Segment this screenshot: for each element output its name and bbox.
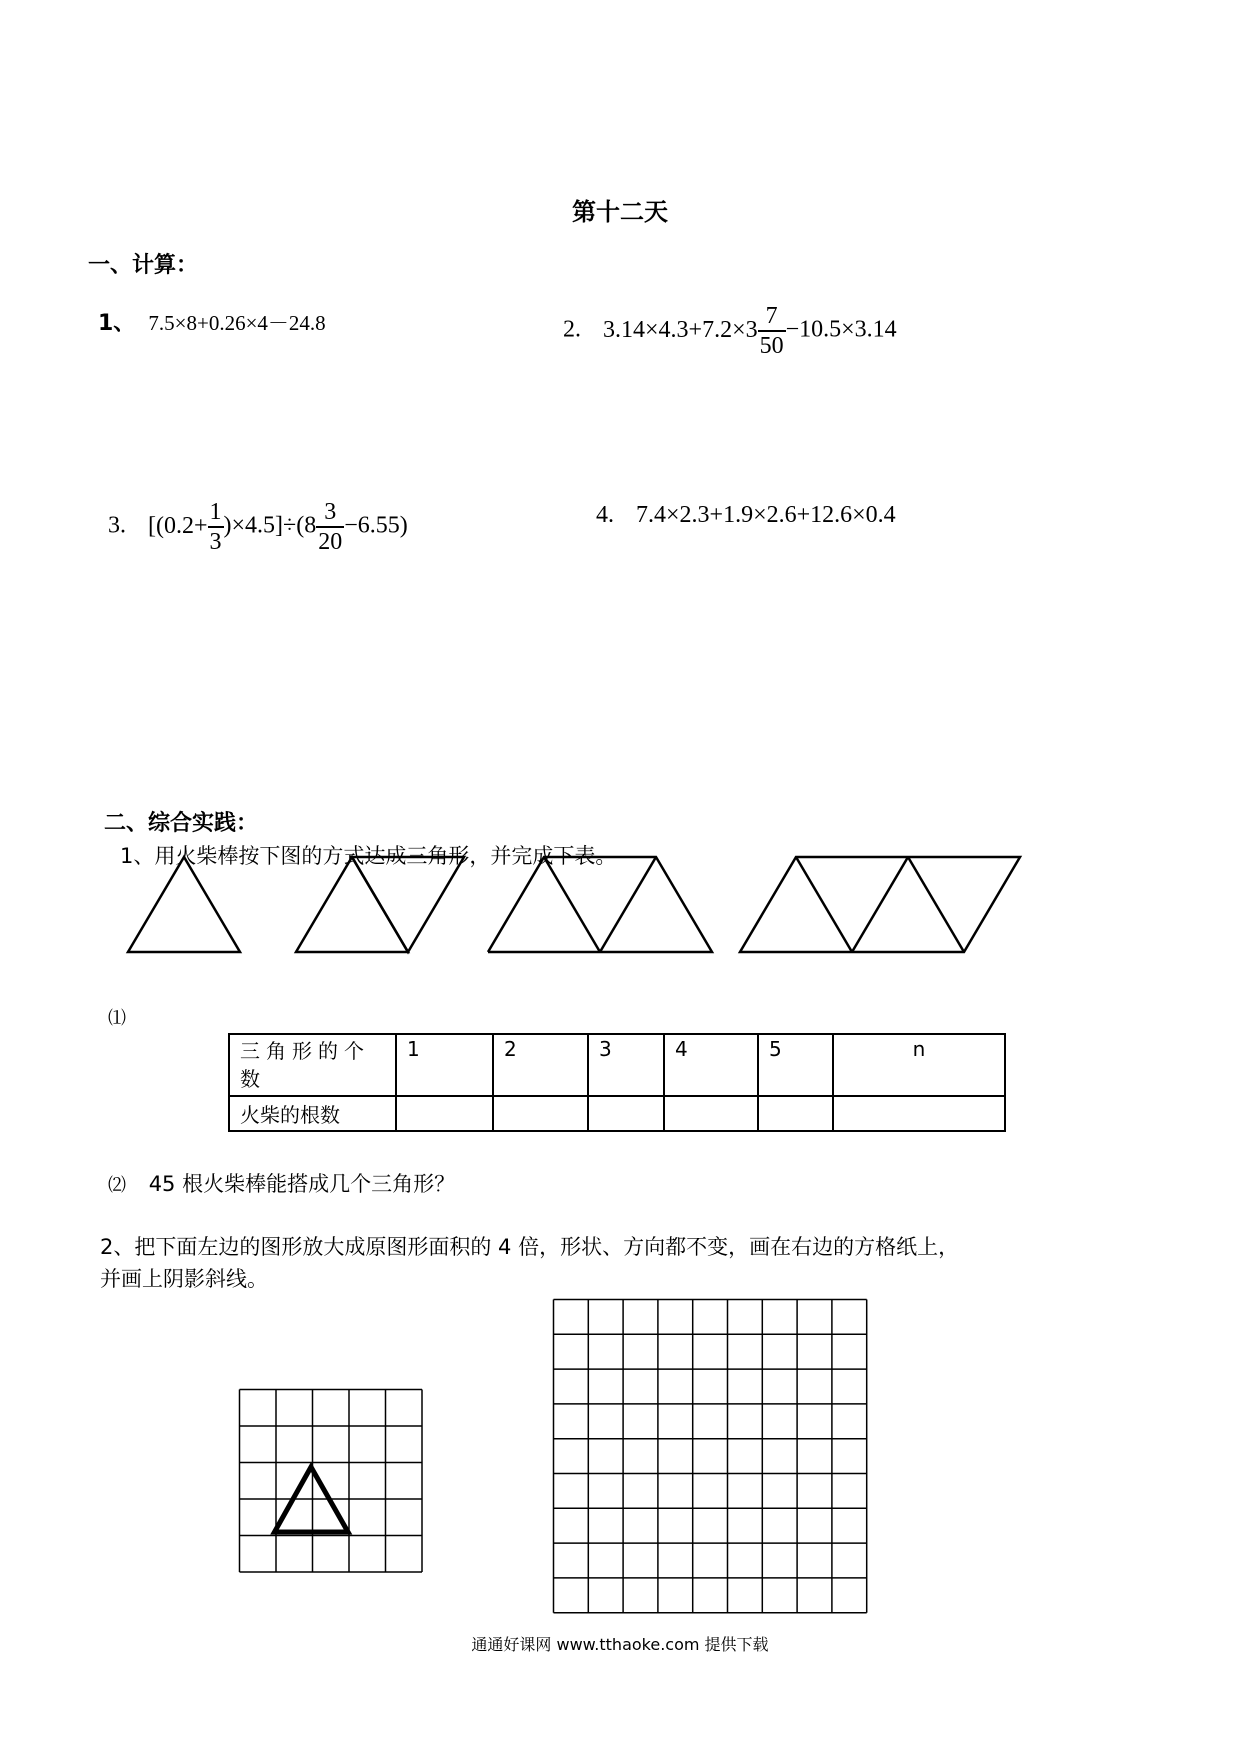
problem-2-expression-pre: 3.14×4.3+7.2×3 xyxy=(603,316,758,343)
problem-2-number: 2. xyxy=(563,316,581,343)
triangle-figure-2 xyxy=(296,857,464,952)
table-cell: 5 xyxy=(758,1034,833,1096)
triangle-figure-3 xyxy=(488,857,712,952)
problem-3-expression-pre: [(0.2+ xyxy=(148,512,208,539)
table-cell: 3 xyxy=(588,1034,664,1096)
table-row xyxy=(229,1034,1005,1096)
table-header-triangle-count: 三角形的个数 xyxy=(229,1034,396,1096)
sub-question-2 xyxy=(108,1168,455,1198)
matchstick-table xyxy=(228,1033,1006,1132)
table-cell-empty[interactable] xyxy=(758,1096,833,1131)
problem-4-number: 4. xyxy=(596,502,614,528)
problem-2-expression-post: −10.5×3.14 xyxy=(785,316,897,343)
question-1-text: 1、用火柴棒按下图的方式达成三角形，并完成下表。 xyxy=(120,844,617,868)
table-cell-empty[interactable] xyxy=(833,1096,1005,1131)
problem-3-fraction-2-numerator: 3 xyxy=(316,500,344,528)
problem-3-fraction-1-denominator: 3 xyxy=(209,529,222,555)
problem-3-number: 3. xyxy=(108,512,126,539)
problem-4-expression: 7.4×2.3+1.9×2.6+12.6×0.4 xyxy=(636,502,896,528)
table-cell-empty[interactable] xyxy=(664,1096,758,1131)
problem-3-expression-post: −6.55) xyxy=(344,512,408,539)
table-cell-empty[interactable] xyxy=(588,1096,664,1131)
enlargement-grid[interactable] xyxy=(552,1298,870,1616)
section-2-heading: 二、综合实践： xyxy=(104,811,259,836)
table-cell: 4 xyxy=(664,1034,758,1096)
problem-1-expression: 7.5×8+0.26×4－24.8 xyxy=(148,311,326,335)
table-cell: 1 xyxy=(396,1034,493,1096)
problem-2-fraction-denominator: 50 xyxy=(759,333,784,359)
table-cell-empty[interactable] xyxy=(396,1096,493,1131)
table-cell: 2 xyxy=(493,1034,588,1096)
problem-1-number: 1、 xyxy=(98,311,136,336)
footer-source: 通通好课网 www.tthaoke.com 提供下载 xyxy=(471,1635,769,1654)
table-cell: n xyxy=(833,1034,1005,1096)
problem-3-expression-mid: )×4.5]÷(8 xyxy=(223,512,317,539)
question-2-text-line-1: 2、把下面左边的图形放大成原图形面积的 4 倍，形状、方向都不变，画在右边的方格纸上， xyxy=(100,1235,960,1259)
problem-3-fraction-2-denominator: 20 xyxy=(318,529,343,555)
table-header-match-count: 火柴的根数 xyxy=(229,1096,396,1131)
problem-3-fraction-1-numerator: 1 xyxy=(208,500,224,528)
triangle-figure-1 xyxy=(128,857,240,952)
sub-question-2-text: 45 根火柴棒能搭成几个三角形？ xyxy=(148,1172,456,1196)
table-row xyxy=(229,1096,1005,1131)
page-title: 第十二天 xyxy=(572,198,668,226)
table-cell-empty[interactable] xyxy=(493,1096,588,1131)
question-2-text-line-2: 并画上阴影斜线。 xyxy=(100,1267,268,1291)
problem-2-fraction-numerator: 7 xyxy=(758,304,786,332)
triangle-figure-4 xyxy=(740,857,1020,952)
section-1-heading: 一、计算： xyxy=(88,253,199,278)
original-shape-grid xyxy=(238,1388,424,1574)
sub-question-1-label: ⑴ xyxy=(108,1008,126,1029)
sub-question-2-label: ⑵ xyxy=(108,1175,126,1196)
